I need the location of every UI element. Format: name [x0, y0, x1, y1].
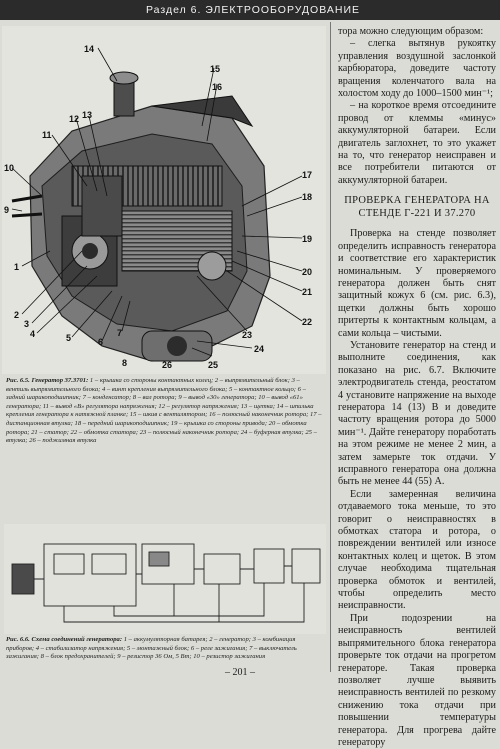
page-header: [0, 0, 500, 20]
bearing: [198, 252, 226, 280]
callout-4: 4: [30, 329, 36, 339]
callout-26: 26: [162, 360, 173, 370]
column-divider: [330, 22, 331, 672]
section-title: Раздел 6. ЭЛЕКТРООБОРУДОВАНИЕ: [146, 4, 361, 16]
callout-8: 8: [122, 358, 128, 368]
paragraph: Установите генератор на стенд и выполните соединения, как показано на рис. 6.7. Включите электродвигатель стенда, реостатом 4 установите напряжение на выходе генератора 14 (13) В и доведите частоту вращения ротора до 5000 мин⁻¹. Дайте генератору поработать на этом режиме не менее 2 мин, а затем замерьте ток отдачи. У исправного генератора она должна быть не менее 44 (55) А.: [338, 339, 496, 488]
callout-23: 23: [242, 330, 253, 340]
callout-13: 13: [82, 110, 93, 120]
figure-caption-6-5: [6, 377, 324, 523]
callout-18: 18: [302, 192, 313, 202]
paragraph: тора можно следующим образом:: [338, 26, 484, 37]
callout-6: 6: [98, 337, 104, 347]
caption-title: Рис. 6.5. Генератор 37.3701:: [6, 377, 89, 384]
callout-14: 14: [84, 44, 95, 54]
caption-text: 1 – крышка со стороны контактных колец; 2 – выпрямительный блок; 3 – вентиль выпрямительного блока; 4 – винт крепления выпрямительного блока; 5 – контактное кольцо; 6 – задний шарикоподшипник; 7 – конденсатор; 8 – вал ротора; 9 – вывод «30» генератора; 10 – вывод «61» генератора; 11 – вывод «В» регулятора напряжения; 12 – регулятор напряжения; 13 – щетка; 14 – шпилька крепления генератора к натяжной планке; 15 – шкив с вентилятором; 16 – полюсный наконечник ротора; 17 – дистанционная втулка; 18 – передний шарикоподшипник; 19 – крышка со стороны привода; 20 – обмотка ротора; 21 – статор; 22 – обмотка статора; 23 – полюсный наконечник ротора; 24 – буферная втулка; 25 – втулка; 26 – поджимная втулка: [6, 377, 322, 445]
callout-21: 21: [302, 287, 313, 297]
callout-15: 15: [210, 64, 221, 74]
callout-9: 9: [4, 205, 10, 215]
callout-25: 25: [208, 360, 219, 370]
callout-24: 24: [254, 344, 265, 354]
caption-text: 1 – аккумуляторная батарея; 2 – генератор; 3 – комбинация приборов; 4 – стабилизатор напряжения; 5 – монтажный блок; 6 – реле зажигания; 7 – выключатель зажигания; 8 – блок предохранителей; 9 – резистор 36 Ом, 5 Вт; 10 – резистор зажигания: [6, 636, 297, 661]
callout-2: 2: [14, 310, 20, 320]
callout-22: 22: [302, 317, 313, 327]
paragraph: – слегка вытянув рукоятку управления воздушной заслонкой карбюратора, доведите частоту вращения коленчатого вала на холостом ходу до 1000–1500 мин⁻¹;: [338, 38, 496, 100]
figure-caption-6-6: [6, 636, 324, 674]
paragraph: Проверка на стенде позволяет определить исправность генератора и соответствие его характеристик номинальным. У проверяемого генератора должен быть снят защитный кожух 6 (см. рис. 6.3), щетки должны быть хорошо притерты к контактным кольцам, а сами кольца – чистыми.: [338, 228, 496, 339]
generator-illustration: [2, 26, 326, 374]
body-text-column: [338, 26, 496, 749]
callout-19: 19: [302, 234, 313, 244]
paragraph: Если замеренная величина отдаваемого тока меньше, то это говорит о неисправностях в обмотках статора и ротора, о повреждении вентилей или износе контактных колец и щеток. В этом случае необходима тщательная проверка обмоток и вентилей, чтобы определить место неисправности.: [338, 488, 496, 612]
page-number: – 201 –: [225, 667, 255, 678]
connection-diagram: [4, 524, 326, 634]
callout-11: 11: [42, 130, 52, 140]
callout-17: 17: [302, 170, 313, 180]
paragraph: При подозрении на неисправность вентилей выпрямительного блока генератора проверьте ток отдачи на прогретом генераторе. Такая проверка позволяет лучше выявить неисправность вентилей по резкому снижению тока отдачи при повышении температуры генератора. Для прогрева дайте генератору: [338, 612, 496, 748]
callout-5: 5: [66, 333, 72, 343]
callout-1: 1: [14, 262, 20, 272]
caption-title: Рис. 6.6. Схема соединений генератора:: [6, 636, 123, 643]
callout-10: 10: [4, 163, 15, 173]
callout-7: 7: [117, 328, 123, 338]
callout-20: 20: [302, 267, 313, 277]
callout-12: 12: [69, 114, 80, 124]
callout-16: 16: [212, 82, 223, 92]
paragraph: – на короткое время отсоедините провод от клеммы «минус» аккумуляторной батареи. Если двигатель заглохнет, то это укажет на то, что генератор неисправен и все потребители питаются от аккумуляторной батареи.: [338, 100, 496, 186]
section-heading: ПРОВЕРКА ГЕНЕРАТОРА НА СТЕНДЕ Г-221 И 37.270: [344, 195, 490, 219]
battery-symbol: [12, 564, 34, 594]
voltage-regulator: [82, 176, 122, 236]
callout-3: 3: [24, 319, 30, 329]
